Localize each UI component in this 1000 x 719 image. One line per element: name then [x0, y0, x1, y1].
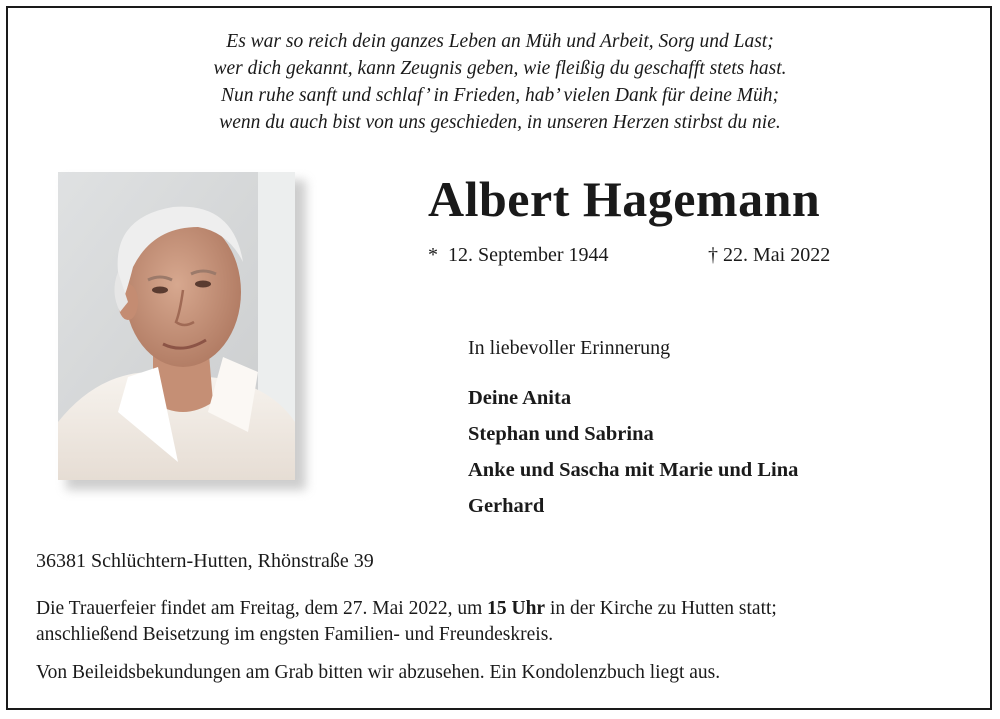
- birth-star-icon: *: [428, 244, 438, 266]
- portrait-photo: [58, 172, 295, 480]
- birth-date: 12. September 1944: [448, 244, 609, 266]
- deceased-name: Albert Hagemann: [428, 171, 821, 227]
- funeral-time: 15 Uhr: [487, 598, 546, 619]
- mourner: Deine Anita: [468, 387, 572, 409]
- funeral-line-2: anschließend Beisetzung im engsten Familien- und Freundeskreis.: [36, 624, 554, 645]
- mourners-list: [468, 380, 798, 524]
- funeral-line-1: [36, 596, 777, 622]
- poem-line: wenn du auch bist von uns geschieden, in unseren Herzen stirbst du nie.: [219, 112, 781, 133]
- memory-text: In liebevoller Erinnerung: [468, 337, 671, 359]
- funeral-text: Die Trauerfeier findet am Freitag, dem 27. Mai 2022, um: [36, 598, 488, 619]
- mourner: Stephan und Sabrina: [468, 423, 654, 445]
- poem-line: wer dich gekannt, kann Zeugnis geben, wie fleißig du geschafft stets hast.: [213, 58, 787, 79]
- death-date: 22. Mai 2022: [723, 244, 831, 266]
- mourner: Anke und Sascha mit Marie und Lina: [468, 459, 799, 481]
- poem-line: Es war so reich dein ganzes Leben an Müh und Arbeit, Sorg und Last;: [226, 31, 774, 52]
- birth-date-group: [428, 244, 609, 267]
- funeral-location: in der Kirche zu Hutten statt;: [545, 598, 777, 619]
- poem: [0, 28, 1000, 136]
- death-date-group: [708, 244, 830, 267]
- address: 36381 Schlüchtern-Hutten, Rhönstraße 39: [36, 550, 374, 572]
- condolence-note: Von Beileidsbekundungen am Grab bitten wir abzusehen. Ein Kondolenzbuch liegt aus.: [36, 662, 721, 683]
- funeral-info: [36, 596, 777, 648]
- mourner: Gerhard: [468, 495, 545, 517]
- poem-line: Nun ruhe sanft und schlaf’ in Frieden, hab’ vielen Dank für deine Müh;: [221, 85, 779, 106]
- death-cross-icon: †: [708, 244, 718, 266]
